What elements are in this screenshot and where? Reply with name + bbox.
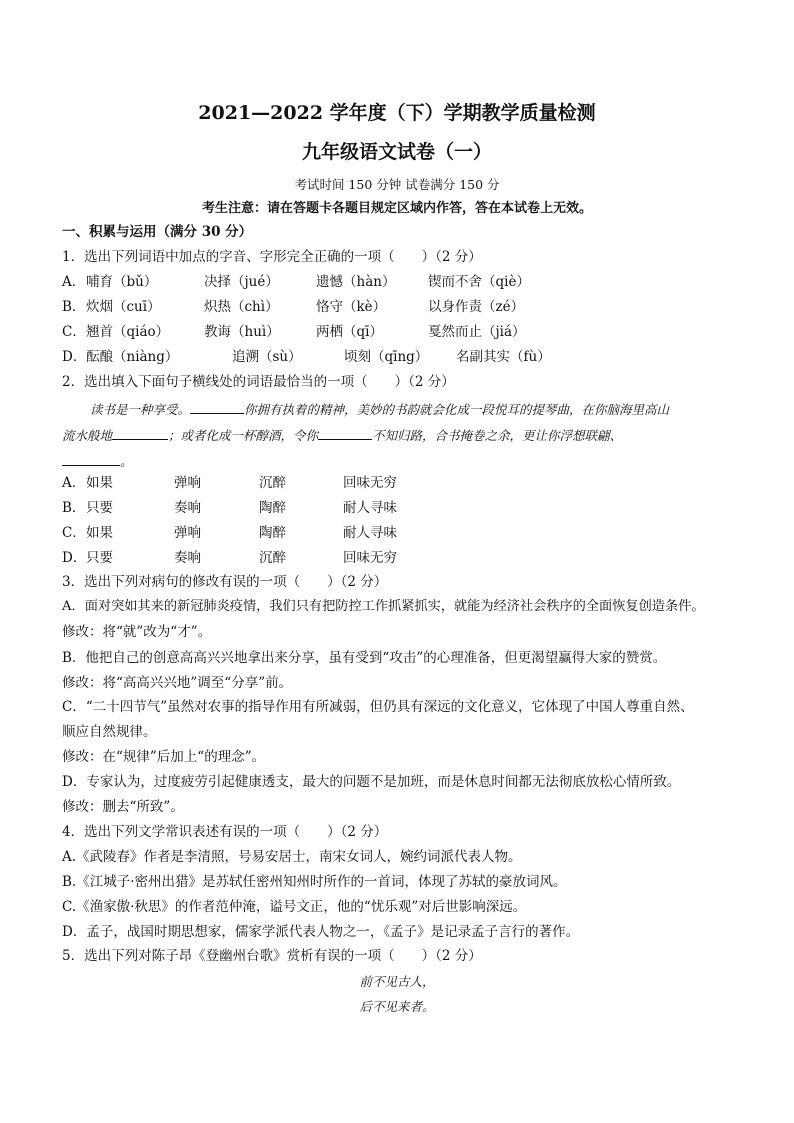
option-item: 只要: [86, 550, 113, 566]
question-3-line: C．“二十四节气”虽然对农事的指导作用有所减弱，但仍具有深远的文化意义，它体现了中国人尊重自然、: [62, 699, 694, 715]
question-3-line: D．专家认为，过度疲劳引起健康透支，最大的问题不是加班，而是休息时间都无法彻底放松心情所致。: [62, 774, 681, 790]
option-label: B．: [62, 500, 86, 516]
passage-text: 流水般地: [62, 428, 113, 443]
poem-line: 前不见古人，: [359, 974, 435, 989]
option-item: 耐人寻味: [343, 500, 397, 516]
question-3-line: 修改：将“高高兴兴地”调至“分享”前。: [62, 675, 293, 691]
option-item: 耐人寻味: [343, 525, 397, 541]
option-label: A．: [62, 274, 86, 290]
option-item: 弹响: [174, 475, 201, 491]
option-label: C．: [62, 324, 86, 340]
page-subtitle: 九年级语文试卷（一）: [301, 141, 492, 163]
option-label: D．: [62, 349, 87, 365]
option-item: 陶醉: [259, 525, 286, 541]
question-3-line: A．面对突如其来的新冠肺炎疫情，我们只有把防控工作抓紧抓实，就能为经济社会秩序的全面恢复创造条件。: [62, 599, 705, 614]
option-item: 炽热（chì）: [204, 299, 279, 315]
question-3-stem: 3．选出下列对病句的修改有误的一项（ ）（2 分）: [62, 574, 388, 590]
answer-blank: [318, 425, 372, 440]
question-2-stem: 2．选出填入下面句子横线处的词语最恰当的一项（ ）（2 分）: [62, 374, 455, 390]
option-item: 以身作责（zé）: [428, 299, 525, 315]
passage-text: 读书是一种享受。: [90, 402, 191, 417]
passage-text: ；或者化成一杯醇酒，令你: [168, 428, 319, 443]
question-1-stem: 1．选出下列词语中加点的字音、字形完全正确的一项（ ）（2 分）: [62, 249, 482, 265]
option-item: 只要: [86, 500, 113, 516]
option-item: 恪守（kè）: [316, 299, 387, 315]
option-item: 炊烟（cuī）: [86, 299, 161, 315]
question-4-line: D．孟子，战国时期思想家，儒家学派代表人物之一，《孟子》是记录孟子言行的著作。: [62, 924, 580, 940]
answer-blank: [62, 451, 120, 466]
question-3-line: 修改：在“规律”后加上“的理念”。: [62, 749, 266, 765]
question-3-line: B．他把自己的创意高高兴兴地拿出来分享，虽有受到“攻击”的心理准备，但更渴望赢得大家的赞赏。: [62, 650, 667, 666]
option-item: 两栖（qī）: [316, 324, 383, 340]
option-item: 名副其实（fù）: [456, 349, 551, 365]
passage-text: 你拥有执着的精神，美妙的书韵就会化成一段悦耳的提琴曲，在你脑海里高山: [244, 402, 670, 417]
question-3-line: 修改：将“就”改为“才”。: [62, 624, 212, 640]
option-item: 沉醉: [259, 475, 286, 491]
section-heading: 一、积累与运用（满分 30 分）: [62, 224, 253, 240]
question-4-stem: 4．选出下列文学常识表述有误的一项（ ）（2 分）: [62, 824, 388, 840]
option-item: 遗憾（hàn）: [316, 274, 396, 290]
answer-blank: [190, 399, 244, 414]
question-2-passage-line-2: [62, 425, 622, 445]
option-label: A．: [62, 475, 86, 491]
option-item: 酝酿（niàng）: [86, 349, 179, 365]
option-item: 如果: [86, 525, 113, 541]
option-item: 戛然而止（jiá）: [428, 324, 526, 340]
option-item: 陶醉: [259, 500, 286, 516]
option-item: 锲而不舍（qiè）: [428, 274, 530, 290]
option-item: 奏响: [174, 500, 201, 516]
option-item: 追溯（sù）: [232, 349, 302, 365]
option-item: 决择（jué）: [204, 274, 279, 290]
question-4-line: A.《武陵春》作者是李清照，号易安居士，南宋女词人，婉约词派代表人物。: [62, 849, 522, 865]
answer-blank: [112, 425, 168, 440]
question-3-line: 修改：删去“所致”。: [62, 799, 184, 815]
question-4-line: C.《渔家傲·秋思》的作者范仲淹，谥号文正，他的“忧乐观”对后世影响深远。: [62, 899, 527, 915]
option-label: C．: [62, 525, 86, 541]
exam-meta: 考试时间 150 分钟 试卷满分 150 分: [294, 177, 500, 192]
poem-line: 后不见来者。: [359, 999, 435, 1014]
question-3-line: 顺应自然规律。: [62, 724, 157, 740]
option-item: 哺育（bǔ）: [86, 274, 158, 290]
option-item: 教诲（huì）: [204, 324, 280, 340]
option-label: B．: [62, 299, 86, 315]
question-2-passage-line-1: [90, 399, 669, 419]
page-title: 2021—2022 学年度（下）学期教学质量检测: [198, 102, 596, 124]
exam-notice: 考生注意：请在答题卡各题目规定区域内作答，答在本试卷上无效。: [201, 201, 592, 216]
question-5-stem: 5．选出下列对陈子昂《登幽州台歌》赏析有误的一项（ ）（2 分）: [62, 948, 482, 964]
option-item: 沉醉: [259, 550, 286, 566]
question-4-line: B.《江城子·密州出猎》是苏轼任密州知州时所作的一首词，体现了苏轼的豪放词风。: [62, 874, 567, 890]
option-item: 回味无穷: [343, 475, 397, 491]
option-label: D．: [62, 550, 87, 566]
option-item: 弹响: [174, 525, 201, 541]
option-item: 翘首（qiáo）: [86, 324, 170, 340]
option-item: 如果: [86, 475, 113, 491]
passage-text: 。: [120, 454, 133, 469]
option-item: 回味无穷: [343, 550, 397, 566]
passage-text: 不知归路，合书掩卷之余，更让你浮想联翩、: [372, 428, 623, 443]
option-item: 顷刻（qīng）: [344, 349, 429, 365]
option-item: 奏响: [174, 550, 201, 566]
question-2-passage-line-3: [62, 451, 133, 471]
